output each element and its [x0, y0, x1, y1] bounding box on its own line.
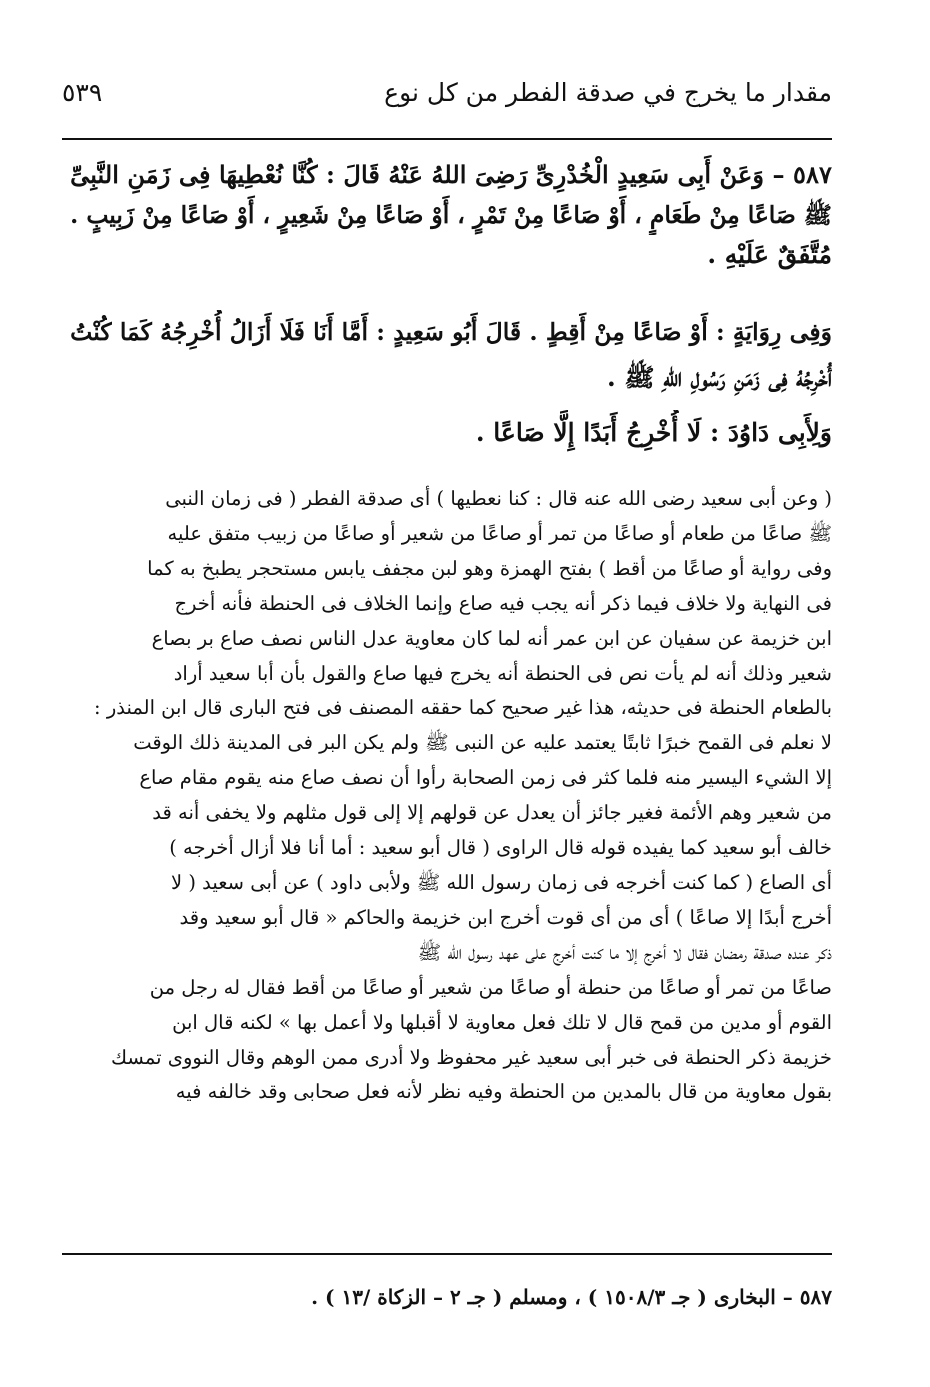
commentary-line: لا نعلم فى القمح خبرًا ثابتًا يعتمد عليه عن النبى ﷺ ولم يكن البر فى المدينة ذلك الوقت: [133, 731, 832, 755]
abu-dawud-text: [62, 410, 832, 455]
commentary-line: أى الصاع ( كما كنت أخرجه فى زمان رسول الله ﷺ ولأبى داود ) عن أبى سعيد ( لا: [171, 870, 832, 894]
riwaya-line: أُخْرِجُهُ فِى زَمَنِ رَسُولِ اللهِ ﷺ .: [606, 363, 832, 392]
riwaya-line: وَفِى رِوَايَةٍ : أَوْ صَاعًا مِنْ أَقِطٍ . قَالَ أَبُو سَعِيدٍ : أَمَّا أَنَا فَلَا أَزَالُ أُخْرِجُهُ كَمَا كُنْتُ: [70, 318, 832, 346]
commentary-line: شعير وذلك أنه لم يأت نص فى الحنطة أنه يخرج فيها صاع والقول بأن أبا سعيد أراد: [173, 661, 832, 685]
commentary-line: خزيمة ذكر الحنطة فى خبر أبى سعيد غير محفوظ ولا أدرى ممن الوهم وقال النووى تمسك: [111, 1045, 832, 1069]
commentary-line: صاعًا من تمر أو صاعًا من حنطة أو صاعًا من شعير أو صاعًا من أقط فقال له رجل من: [149, 975, 832, 999]
commentary-line: بالطعام الحنطة فى حديثه، هذا غير صحيح كما حققه المصنف فى فتح البارى قال ابن المنذر :: [94, 696, 832, 720]
footnote-text: ٥٨٧ – البخارى ( جـ ١٥٠٨/٣ ) ، ومسلم ( جـ ٢ – الزكاة /١٣ ) .: [311, 1285, 832, 1309]
commentary-line: فى النهاية ولا خلاف فيما ذكر أنه يجب فيه صاع وإنما الخلاف فى الحنطة فأنه أخرج: [174, 591, 832, 615]
abu-dawud-line: وَلِأَبِى دَاوُدَ : لَا أُخْرِجُ أَبَدًا إِلَّا صَاعًا .: [475, 418, 832, 447]
hadith-line: ٥٨٧ – وَعَنْ أَبِى سَعِيدٍ الْخُدْرِىِّ رَضِىَ اللهُ عَنْهُ قَالَ : كُنَّا نُعْطِيهَا فِى زَمَنِ النَّبِىِّ: [70, 160, 832, 189]
page-number: ٥٣٩: [62, 78, 103, 107]
riwaya-text: [62, 310, 832, 400]
commentary-line: ذكر عنده صدقة رمضان فقال لا أخرج إلا ما كنت أخرج على عهد رسول الله ﷺ: [417, 940, 832, 964]
commentary-line: خالف أبو سعيد كما يفيده قوله قال الراوى ( قال أبو سعيد : أما أنا فلا أزال أخرجه ): [169, 836, 832, 860]
commentary-line: ﷺ صاعًا من طعام أو صاعًا من تمر أو صاعًا من شعير أو صاعًا من زبيب متفق عليه: [167, 521, 832, 545]
running-title: مقدار ما يخرج في صدقة الفطر من كل نوع: [384, 78, 832, 107]
commentary-line: إلا الشيء اليسير منه فلما كثر فى زمن الصحابة رأوا أن نصف صاع منه يقوم مقام صاع: [139, 766, 832, 790]
hadith-line: مُتَّفَقٌ عَلَيْهِ .: [707, 240, 832, 269]
footnote: [62, 1280, 832, 1314]
hadith-text: [62, 155, 832, 275]
commentary-line: القوم أو مدين من قمح قال لا تلك فعل معاوية لا أقبلها ولا أعمل بها » لكنه قال ابن: [172, 1010, 832, 1034]
commentary-line: من شعير وهم الأئمة فغير جائز أن يعدل عن قولهم إلا إلى قول مثلهم ولا يخفى أنه قد: [152, 801, 832, 825]
header-rule: [62, 138, 832, 140]
commentary-text: [62, 482, 832, 1110]
commentary-line: ابن خزيمة عن سفيان عن ابن عمر أنه لما كان معاوية عدل الناس نصف صاع بر بصاع: [151, 626, 832, 650]
footnote-rule: [62, 1253, 832, 1255]
commentary-line: بقول معاوية من قال بالمدين من الحنطة وفيه نظر لأنه فعل صحابى وقد خالفه فيه: [175, 1080, 832, 1104]
commentary-line: ( وعن أبى سعيد رضى الله عنه قال : كنا نعطيها ) أى صدقة الفطر ( فى زمان النبى: [165, 487, 832, 510]
commentary-line: أخرج أبدًا إلا صاعًا ) أى من أى قوت أخرج ابن خزيمة والحاكم « قال أبو سعيد وقد: [179, 905, 832, 929]
hadith-line: ﷺ صَاعًا مِنْ طَعَامٍ ، أَوْ صَاعًا مِنْ تَمْرٍ ، أَوْ صَاعًا مِنْ شَعِيرٍ ، أَوْ صَاعًا مِنْ زَبِيبٍ .: [70, 201, 832, 229]
commentary-line: وفى رواية أو صاعًا من أقط ) بفتح الهمزة وهو لبن مجفف يابس مستحجر يطبخ به كما: [147, 556, 832, 580]
page-header: [62, 78, 832, 128]
